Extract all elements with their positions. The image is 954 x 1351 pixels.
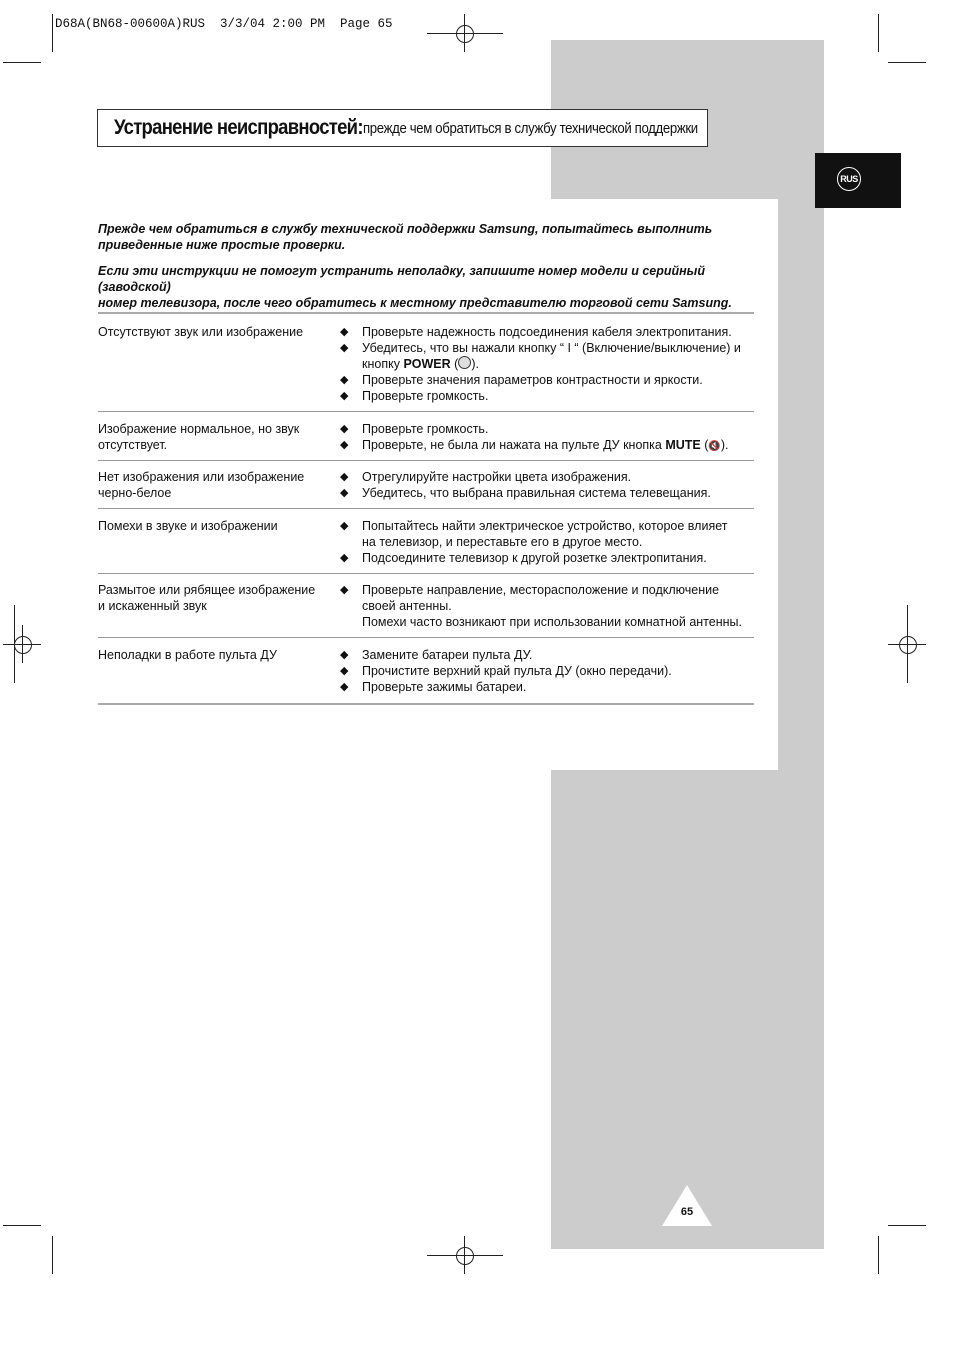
solution-item-continued: Помехи часто возникают при использовании комнатной антенны.	[362, 615, 742, 629]
page-title-box	[97, 109, 708, 147]
table-row-solutions	[340, 421, 760, 455]
bullet-diamond-icon: ◆	[340, 552, 349, 564]
table-row-problem: Неполадки в работе пульта ДУ	[98, 648, 277, 662]
solution-item: ◆ Проверьте надежность подсоединения кабеля электропитания.	[340, 325, 732, 339]
solution-item: ◆ Проверьте зажимы батареи.	[340, 680, 527, 694]
row-divider	[98, 508, 754, 509]
row-divider	[98, 460, 754, 461]
bullet-diamond-icon: ◆	[340, 487, 349, 499]
solution-item-continued: кнопку POWER ( ).	[362, 357, 479, 371]
table-row-solutions	[340, 518, 760, 566]
bullet-diamond-icon: ◆	[340, 471, 349, 483]
row-divider	[98, 637, 754, 638]
table-row-problem: Отсутствуют звук или изображение	[98, 325, 304, 339]
bullet-diamond-icon: ◆	[340, 374, 349, 386]
intro-line: приведенные ниже простые проверки.	[98, 238, 346, 252]
crop-mark	[427, 1255, 503, 1256]
language-tab	[815, 153, 901, 208]
solution-item: ◆ Попытайтесь найти электрическое устройство, которое влияет	[340, 519, 728, 533]
bullet-diamond-icon: ◆	[340, 520, 349, 532]
crop-mark	[427, 33, 503, 34]
print-slug: D68A(BN68-00600A)RUS 3/3/04 2:00 PM Page 65	[55, 17, 393, 31]
row-divider	[98, 411, 754, 412]
registration-mark-left	[3, 625, 41, 663]
solution-item: ◆ Проверьте значения параметров контрастности и яркости.	[340, 373, 703, 387]
solution-item: ◆ Подсоедините телевизор к другой розетке электропитания.	[340, 551, 707, 565]
crop-mark	[907, 605, 908, 683]
crop-mark	[888, 1225, 926, 1226]
table-row-problem: Помехи в звуке и изображении	[98, 519, 278, 533]
gray-panel-bottom	[551, 770, 824, 1249]
bullet-diamond-icon: ◆	[340, 342, 349, 354]
solution-item: ◆ Замените батареи пульта ДУ.	[340, 648, 533, 662]
solution-item: ◆ Проверьте, не была ли нажата на пульте ДУ кнопка MUTE (🔇).	[340, 438, 729, 452]
mute-label: MUTE	[665, 438, 701, 452]
language-badge: RUS	[837, 167, 861, 191]
crop-mark	[52, 14, 53, 52]
crop-mark	[3, 1225, 41, 1226]
bullet-diamond-icon: ◆	[340, 423, 349, 435]
table-row-solutions	[340, 469, 760, 501]
crop-mark	[52, 1236, 53, 1274]
row-divider	[98, 573, 754, 574]
intro-line: Если эти инструкции не помогут устранить неполадку, запишите номер модели и серийный (заводской)	[98, 264, 705, 294]
solution-item: ◆ Убедитесь, что выбрана правильная система телевещания.	[340, 486, 711, 500]
power-button-icon	[458, 356, 471, 369]
solution-item: ◆ Прочистите верхний край пульта ДУ (окно передачи).	[340, 664, 672, 678]
solution-item: ◆ Проверьте направление, месторасположение и подключение	[340, 583, 720, 597]
table-row-problem: Нет изображения или изображение черно-белое	[98, 470, 305, 500]
solution-item: ◆ Убедитесь, что вы нажали кнопку “ I “ (Включение/выключение) и	[340, 341, 741, 355]
solution-item-continued: на телевизор, и переставьте его в другое место.	[362, 535, 643, 549]
crop-mark	[888, 62, 926, 63]
crop-mark	[14, 605, 15, 683]
intro-line: номер телевизора, после чего обратитесь к местному представителю торговой сети Samsung.	[98, 296, 732, 310]
bullet-diamond-icon: ◆	[340, 390, 349, 402]
page-subtitle: прежде чем обратиться в службу технической поддержки	[362, 119, 698, 137]
bullet-diamond-icon: ◆	[340, 326, 349, 338]
power-label: POWER	[403, 357, 451, 371]
crop-mark	[3, 62, 41, 63]
solution-item: ◆ Проверьте громкость.	[340, 389, 489, 403]
solution-item: ◆ Отрегулируйте настройки цвета изображения.	[340, 470, 632, 484]
table-top-rule	[98, 312, 754, 314]
table-row-solutions	[340, 582, 760, 630]
page-title: Устранение неисправностей:	[114, 116, 363, 139]
bullet-diamond-icon: ◆	[340, 649, 349, 661]
crop-mark	[878, 14, 879, 52]
intro-paragraph-2	[98, 263, 758, 311]
bullet-diamond-icon: ◆	[340, 439, 349, 451]
table-row-solutions	[340, 647, 760, 695]
table-row-solutions	[340, 324, 760, 404]
page-number: 65	[680, 1206, 694, 1218]
bullet-diamond-icon: ◆	[340, 665, 349, 677]
intro-paragraph-1	[98, 221, 758, 253]
intro-line: Прежде чем обратиться в службу технической поддержки Samsung, попытайтесь выполнить	[98, 222, 713, 236]
mute-icon: 🔇	[708, 441, 721, 452]
bullet-diamond-icon: ◆	[340, 584, 349, 596]
bullet-diamond-icon: ◆	[340, 681, 349, 693]
table-row-problem: Изображение нормальное, но звук отсутствует.	[98, 422, 300, 452]
table-bottom-rule	[98, 703, 754, 705]
gray-panel-side	[778, 199, 824, 771]
table-row-problem: Размытое или рябящее изображение и искаженный звук	[98, 583, 316, 613]
solution-item-continued: своей антенны.	[362, 599, 452, 613]
crop-mark	[878, 1236, 879, 1274]
solution-item: ◆ Проверьте громкость.	[340, 422, 489, 436]
